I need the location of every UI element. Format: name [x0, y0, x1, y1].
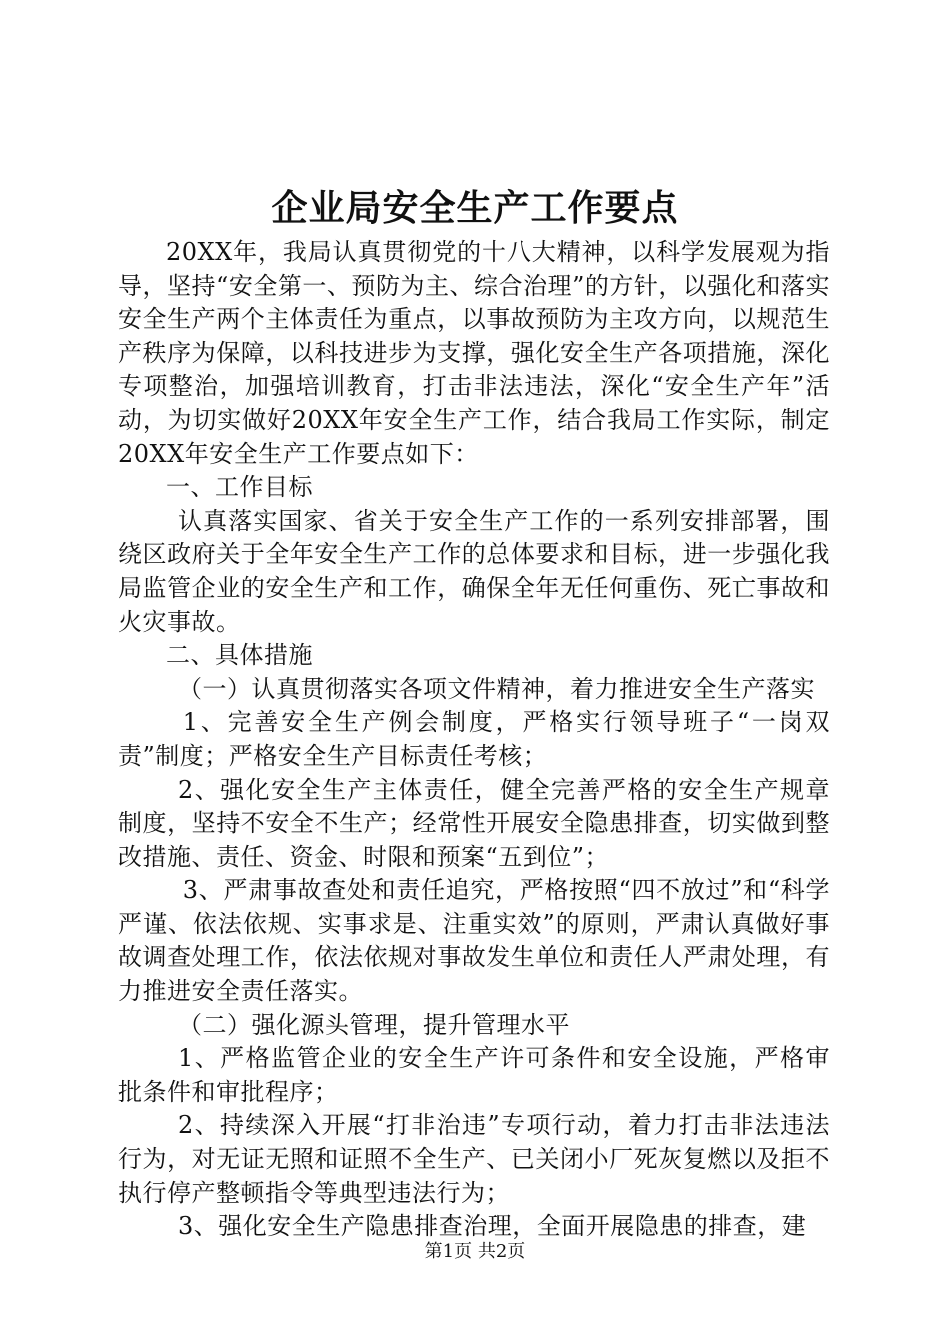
section-heading-measures: 二、具体措施	[166, 641, 313, 670]
measure-item-1-1: 1、完善安全生产例会制度，严格实行领导班子“一岗双责”制度；严格安全生产目标责任考核；	[118, 708, 830, 770]
measure-item-2-3: 3、强化安全生产隐患排查治理，全面开展隐患的排查，建	[178, 1212, 807, 1241]
measure-item-1-2: 2、强化安全生产主体责任，健全完善严格的安全生产规章制度，坚持不安全不生产；经常性开展安全隐患排查，切实做到整改措施、责任、资金、时限和预案“五到位”；	[118, 775, 830, 871]
section-heading-goals: 一、工作目标	[166, 473, 313, 502]
document-body	[118, 236, 830, 1244]
intro-paragraph: 20XX年，我局认真贯彻党的十八大精神，以科学发展观为指导，坚持“安全第一、预防为主、综合治理”的方针，以强化和落实安全生产两个主体责任为重点，以事故预防为主攻方向，以规范生产秩序为保障，以科技进步为支撑，强化安全生产各项措施，深化专项整治，加强培训教育，打击非法违法，深化“安全生产年”活动，为切实做好20XX年安全生产工作，结合我局工作实际，制定20XX年安全生产工作要点如下：	[118, 238, 830, 468]
subsection-heading-1: （一）认真贯彻落实各项文件精神，着力推进安全生产落实	[178, 674, 815, 703]
subsection-heading-2: （二）强化源头管理，提升管理水平	[178, 1010, 570, 1039]
document-title: 企业局安全生产工作要点	[271, 187, 679, 229]
measure-item-1-3: 3、严肃事故查处和责任追究，严格按照“四不放过”和“科学严谨、依法依规、实事求是、注重实效”的原则，严肃认真做好事故调查处理工作，依法依规对事故发生单位和责任人严肃处理，有力推进安全责任落实。	[118, 876, 830, 1006]
measure-item-2-1: 1、严格监管企业的安全生产许可条件和安全设施，严格审批条件和审批程序；	[118, 1044, 830, 1106]
measure-item-2-2: 2、持续深入开展“打非治违”专项行动，着力打击非法违法行为，对无证无照和证照不全生产、已关闭小厂死灰复燃以及拒不执行停产整顿指令等典型违法行为；	[118, 1111, 830, 1207]
page-footer: 第1页 共2页	[424, 1241, 526, 1262]
goals-paragraph: 认真落实国家、省关于安全生产工作的一系列安排部署，围绕区政府关于全年安全生产工作的总体要求和目标，进一步强化我局监管企业的安全生产和工作，确保全年无任何重伤、死亡事故和火灾事故。	[118, 506, 830, 636]
